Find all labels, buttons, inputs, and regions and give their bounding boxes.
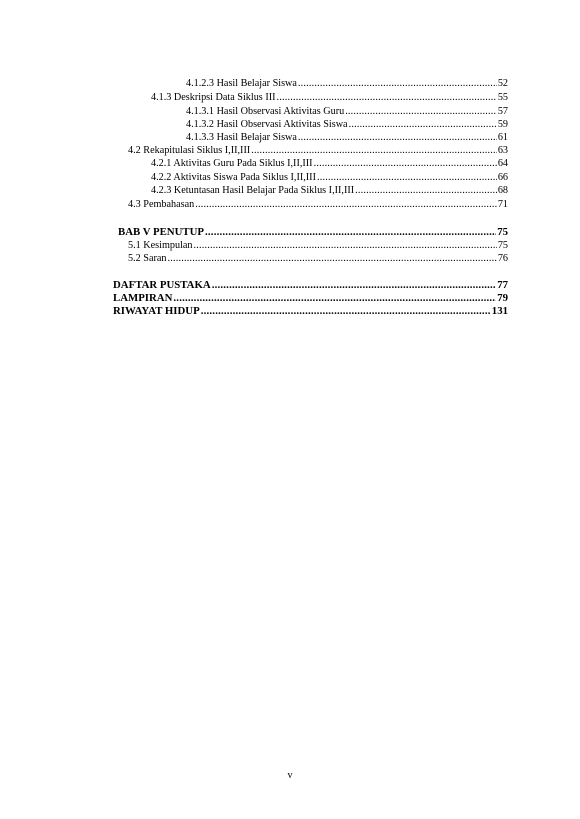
toc-entry xyxy=(186,77,508,90)
toc-entry-page: 77 xyxy=(497,279,508,291)
toc-entry xyxy=(151,184,508,197)
toc-leader-dots xyxy=(194,239,497,252)
toc-entry-title: LAMPIRAN xyxy=(113,292,173,304)
toc-entry-title: 4.1.3.2 Hasil Observasi Aktivitas Siswa xyxy=(186,119,348,130)
toc-entry-title: 4.2.2 Aktivitas Siswa Pada Siklus I,II,III xyxy=(151,172,316,183)
toc-entry-title: 4.1.2.3 Hasil Belajar Siswa xyxy=(186,78,297,89)
toc-entry xyxy=(151,91,508,104)
toc-entry-title: 5.1 Kesimpulan xyxy=(128,240,193,251)
toc-entry-title: 5.2 Saran xyxy=(128,253,167,264)
toc-entry-page: 75 xyxy=(497,240,508,251)
toc-chapter xyxy=(113,279,508,292)
toc-entry-page: 68 xyxy=(497,185,508,196)
toc-entry-title: 4.2.1 Aktivitas Guru Pada Siklus I,II,III xyxy=(151,158,313,169)
toc-leader-dots xyxy=(298,77,497,90)
toc-leader-dots xyxy=(314,157,497,170)
toc-entry-page: 71 xyxy=(497,199,508,210)
toc-entry-title: 4.2 Rekapitulasi Siklus I,II,III xyxy=(128,145,251,156)
toc-entry xyxy=(128,239,508,252)
toc-leader-dots xyxy=(349,118,497,131)
toc-leader-dots xyxy=(298,131,497,144)
toc-entry-page: 52 xyxy=(497,78,508,89)
page-number: v xyxy=(287,770,293,781)
toc-leader-dots xyxy=(317,171,497,184)
toc-leader-dots xyxy=(355,184,497,197)
toc-entry xyxy=(186,105,508,118)
toc-chapter xyxy=(118,226,508,239)
toc-entry xyxy=(151,171,508,184)
toc-chapter xyxy=(113,305,508,318)
toc-entry-title: BAB V PENUTUP xyxy=(118,226,204,238)
toc-entry xyxy=(128,144,508,157)
toc-chapter xyxy=(113,292,508,305)
toc-leader-dots xyxy=(167,252,496,265)
toc-entry xyxy=(186,131,508,144)
toc-leader-dots xyxy=(195,198,497,211)
toc-entry xyxy=(151,157,508,170)
toc-entry-page: 76 xyxy=(497,253,508,264)
toc-entry-title: 4.1.3 Deskripsi Data Siklus III xyxy=(151,92,276,103)
toc-entry-page: 64 xyxy=(497,158,508,169)
toc-leader-dots xyxy=(345,105,497,118)
toc-entry-page: 57 xyxy=(497,106,508,117)
toc-entry-title: RIWAYAT HIDUP xyxy=(113,305,200,317)
toc-entry-title: 4.3 Pembahasan xyxy=(128,199,195,210)
toc-entry-page: 59 xyxy=(497,119,508,130)
toc-entry xyxy=(186,118,508,131)
toc-entry xyxy=(128,252,508,265)
toc-leader-dots xyxy=(277,91,497,104)
toc-entry-page: 55 xyxy=(497,92,508,103)
toc-entry-page: 66 xyxy=(497,172,508,183)
toc-leader-dots xyxy=(201,305,491,318)
toc-entry-page: 75 xyxy=(497,226,508,238)
toc-leader-dots xyxy=(173,292,496,305)
toc-entry-title: 4.1.3.3 Hasil Belajar Siswa xyxy=(186,132,297,143)
toc-leader-dots xyxy=(251,144,497,157)
toc-entry-title: 4.2.3 Ketuntasan Hasil Belajar Pada Siklus I,II,III xyxy=(151,185,355,196)
toc-leader-dots xyxy=(212,279,497,292)
toc-entry xyxy=(128,198,508,211)
toc-entry-page: 131 xyxy=(491,305,508,317)
toc-entry-page: 63 xyxy=(497,145,508,156)
toc-entry-title: DAFTAR PUSTAKA xyxy=(113,279,211,291)
toc-entry-page: 61 xyxy=(497,132,508,143)
toc-leader-dots xyxy=(205,226,496,239)
toc-entry-page: 79 xyxy=(497,292,508,304)
toc-entry-title: 4.1.3.1 Hasil Observasi Aktivitas Guru xyxy=(186,106,345,117)
